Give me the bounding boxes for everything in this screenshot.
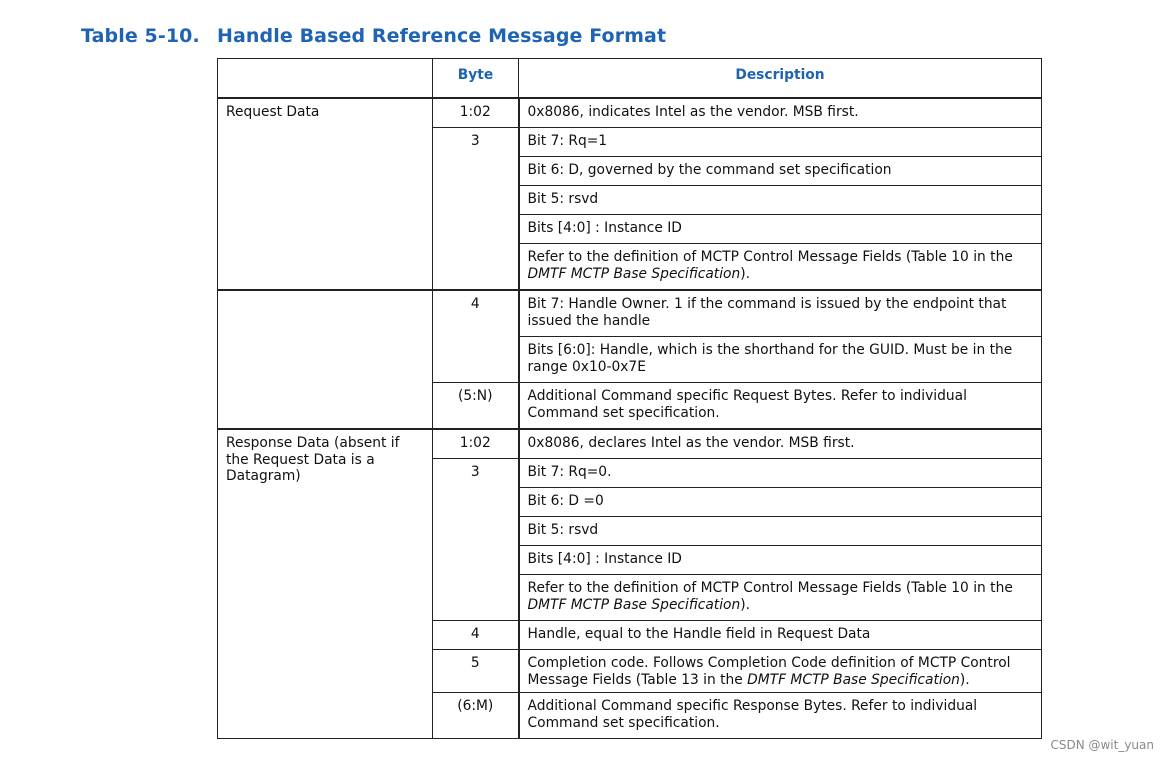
byte-cell: 1:02 — [433, 98, 519, 128]
description-text: ). — [740, 265, 751, 282]
watermark: CSDN @wit_yuan — [1050, 738, 1154, 752]
description-cell: 0x8086, indicates Intel as the vendor. MSB first. — [519, 98, 1042, 128]
description-text: ). — [959, 671, 970, 688]
header-field — [218, 59, 433, 99]
description-cell: Additional Command specific Request Bytes. Refer to individual Command set specification. — [519, 383, 1042, 430]
table-row — [218, 98, 1042, 128]
byte-cell: (5:N) — [433, 383, 519, 430]
description-text: Completion code. Follows Completion Code definition of MCTP Control Message Fields (Table 13 in the — [527, 655, 1011, 688]
description-text: ). — [740, 596, 751, 613]
description-cell: Bit 7: Handle Owner. 1 if the command is issued by the endpoint that issued the handle — [519, 290, 1042, 337]
spec-reference: DMTF MCTP Base Specification — [527, 265, 741, 282]
table-number: Table 5-10. — [81, 25, 200, 47]
header-description: Description — [519, 59, 1042, 99]
description-cell — [519, 650, 1042, 693]
byte-cell: 4 — [433, 621, 519, 650]
description-cell: 0x8086, declares Intel as the vendor. MSB first. — [519, 429, 1042, 459]
table-row — [218, 290, 1042, 337]
description-cell: Bits [4:0] : Instance ID — [519, 215, 1042, 244]
description-text: Refer to the definition of MCTP Control Message Fields (Table 10 in the — [527, 249, 1013, 265]
description-cell: Bits [6:0]: Handle, which is the shorthand for the GUID. Must be in the range 0x10-0x7E — [519, 337, 1042, 383]
description-text: Refer to the definition of MCTP Control Message Fields (Table 10 in the — [527, 580, 1013, 596]
description-cell — [519, 244, 1042, 291]
byte-cell: (6:M) — [433, 693, 519, 739]
byte-cell: 1:02 — [433, 429, 519, 459]
spec-reference: DMTF MCTP Base Specification — [747, 671, 960, 688]
header-row — [218, 59, 1042, 99]
request-data-label: Request Data — [218, 98, 433, 290]
table-row — [218, 429, 1042, 459]
table-caption: Handle Based Reference Message Format — [217, 25, 667, 47]
message-format-table — [217, 58, 1042, 739]
description-cell: Handle, equal to the Handle field in Request Data — [519, 621, 1042, 650]
byte-cell: 5 — [433, 650, 519, 693]
description-cell: Bit 5: rsvd — [519, 186, 1042, 215]
byte-cell: 3 — [433, 128, 519, 291]
description-cell: Bits [4:0] : Instance ID — [519, 546, 1042, 575]
response-data-label: Response Data (absent if the Request Data is a Datagram) — [218, 429, 433, 739]
description-cell: Bit 6: D =0 — [519, 488, 1042, 517]
description-cell — [519, 575, 1042, 621]
description-cell: Additional Command specific Response Bytes. Refer to individual Command set specification. — [519, 693, 1042, 739]
spec-reference: DMTF MCTP Base Specification — [527, 596, 741, 613]
empty-field-cell — [218, 290, 433, 429]
byte-cell: 3 — [433, 459, 519, 621]
description-cell: Bit 6: D, governed by the command set specification — [519, 157, 1042, 186]
table-title — [81, 25, 666, 47]
header-byte: Byte — [433, 59, 519, 99]
description-cell: Bit 5: rsvd — [519, 517, 1042, 546]
description-cell: Bit 7: Rq=0. — [519, 459, 1042, 488]
description-cell: Bit 7: Rq=1 — [519, 128, 1042, 157]
byte-cell: 4 — [433, 290, 519, 383]
